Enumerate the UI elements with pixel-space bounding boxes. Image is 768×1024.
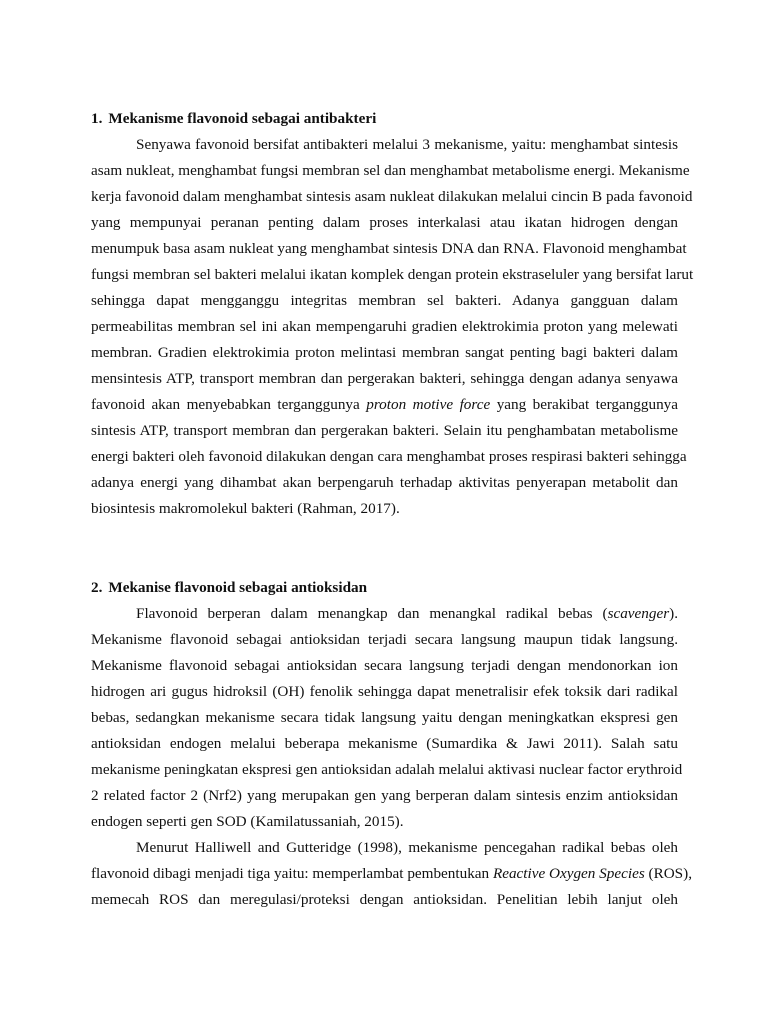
section-2-title: Mekanise flavonoid sebagai antioksidan: [108, 579, 368, 596]
s1-line-6: fungsi membran sel bakteri melalui ikatan komplek dengan protein ekstraseluler yang bersifat larut: [91, 266, 694, 283]
s2-p2-line-1: Menurut Halliwell and Gutteridge (1998), mekanisme pencegahan radikal bebas oleh: [136, 839, 678, 856]
s1-line-14: adanya energi yang dihambat akan berpengaruh terhadap aktivitas penyerapan metabolit dan: [91, 474, 678, 491]
s1-line-2: asam nukleat, menghambat fungsi membran sel dan menghambat metabolisme energi. Mekanisme: [91, 162, 690, 179]
s2-p1-line-4: hidrogen ari gugus hidroksil (OH) fenolik sehingga dapat menetralisir efek toksik dari radikal: [91, 683, 678, 700]
s1-line-11-post: yang berakibat terganggunya: [496, 396, 679, 413]
s1-line-11-pre: favonoid akan menyebabkan terganggunya: [91, 396, 360, 413]
s2-p2-line-3: memecah ROS dan meregulasi/proteksi dengan antioksidan. Penelitian lebih lanjut oleh: [91, 891, 678, 908]
s2-p1-line-8: 2 related factor 2 (Nrf2) yang merupakan gen yang berperan dalam sintesis enzim antioksidan: [91, 787, 678, 804]
section-1-number: 1.: [91, 110, 103, 127]
s2-p1-line-9: endogen seperti gen SOD (Kamilatussaniah, 2015).: [91, 813, 404, 830]
s1-line-7: sehingga dapat mengganggu integritas membran sel bakteri. Adanya gangguan dalam: [91, 292, 678, 309]
s1-line-3: kerja favonoid dalam menghambat sintesis asam nukleat dilakukan melalui cincin B pada favonoid: [91, 188, 693, 205]
s2-p2-line-2-post: (ROS),: [648, 865, 692, 882]
s1-line-5: menumpuk basa asam nukleat yang menghambat sintesis DNA dan RNA. Flavonoid menghambat: [91, 240, 687, 257]
s1-line-11: [91, 395, 678, 415]
s1-line-12: sintesis ATP, transport membran dan pergerakan bakteri. Selain itu penghambatan metabolisme: [91, 422, 678, 439]
s1-line-9: membran. Gradien elektrokimia proton melintasi membran sangat penting bagi bakteri dalam: [91, 344, 678, 361]
s2-p2-line-2: [91, 864, 692, 884]
s2-p1-line-1-italic: scavenger: [607, 605, 670, 622]
s1-line-10: mensintesis ATP, transport membran dan pergerakan bakteri, sehingga dengan adanya senyawa: [91, 370, 678, 387]
s1-line-1: Senyawa favonoid bersifat antibakteri melalui 3 mekanisme, yaitu: menghambat sintesis: [136, 136, 678, 153]
s2-p1-line-6: antioksidan endogen melalui beberapa mekanisme (Sumardika & Jawi 2011). Salah satu: [91, 735, 678, 752]
s1-line-4: yang mempunyai peranan penting dalam proses interkalasi atau ikatan hidrogen dengan: [91, 214, 678, 231]
section-2-number: 2.: [91, 579, 103, 596]
s2-p1-line-7: mekanisme peningkatan ekspresi gen antioksidan adalah melalui aktivasi nuclear factor erythroid: [91, 761, 683, 778]
s1-line-8: permeabilitas membran sel ini akan mempengaruhi gradien elektrokimia proton yang melewati: [91, 318, 678, 335]
s1-line-15: biosintesis makromolekul bakteri (Rahman, 2017).: [91, 500, 400, 517]
s2-p1-line-2: Mekanisme flavonoid sebagai antioksidan terjadi secara langsung maupun tidak langsung.: [91, 631, 678, 648]
s2-p1-line-3: Mekanisme flavonoid sebagai antioksidan secara langsung terjadi dengan mendonorkan ion: [91, 657, 678, 674]
section-2-heading: [91, 578, 367, 598]
s1-line-11-italic: proton motive force: [366, 396, 491, 413]
s2-p1-line-1: [136, 604, 678, 624]
section-1-heading: [91, 109, 376, 129]
section-1-title: Mekanisme flavonoid sebagai antibakteri: [108, 110, 377, 127]
s2-p1-line-5: bebas, sedangkan mekanisme secara tidak langsung yaitu dengan meningkatkan ekspresi gen: [91, 709, 678, 726]
s2-p1-line-1-pre: Flavonoid berperan dalam menangkap dan menangkal radikal bebas (: [136, 605, 608, 622]
s2-p2-line-2-italic: Reactive Oxygen Species: [492, 865, 645, 882]
s2-p1-line-1-post: ).: [669, 605, 678, 622]
s2-p2-line-2-pre: flavonoid dibagi menjadi tiga yaitu: memperlambat pembentukan: [91, 865, 490, 882]
s1-line-13: energi bakteri oleh favonoid dilakukan dengan cara menghambat proses respirasi bakteri sehingga: [91, 448, 687, 465]
